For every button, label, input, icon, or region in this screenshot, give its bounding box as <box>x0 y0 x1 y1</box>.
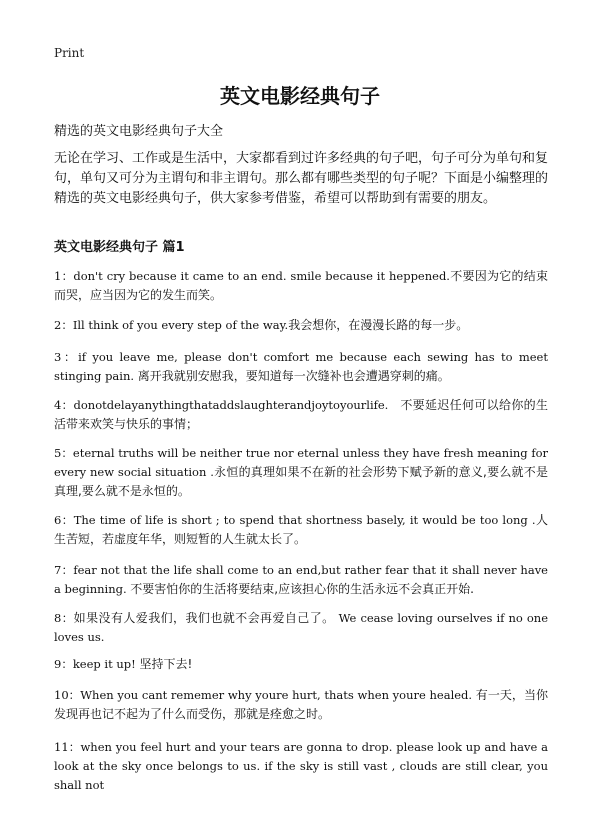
entry-number: 11： <box>54 740 81 754</box>
entry-chinese: 如果没有人爱我们，我们也就不会再爱自己了。 <box>73 611 335 625</box>
entry-chinese: 永恒的真理如果不在新的社会形势下赋予新的意义,要么就不是真理,要么就不是永恒的。 <box>54 465 548 498</box>
entry-english: We cease loving ourselves if no one loves us. <box>54 611 549 644</box>
sentence-entry-2 <box>54 316 548 335</box>
entry-chinese: 我会想你，在漫漫长路的每一步。 <box>288 318 469 332</box>
sentence-entry-7 <box>54 561 548 599</box>
entry-english: eternal truths will be neither true nor eternal unless they have fresh meaning for every new social situation . <box>54 446 548 479</box>
entry-number: 10： <box>54 688 81 702</box>
entry-english: if you leave me, please don't comfort me because each sewing has to meet stinging pain. <box>54 350 548 383</box>
entry-number: 3： <box>54 350 79 364</box>
entry-english: donotdelayanythingthataddslaughterandjoytoyourlife. <box>73 398 389 412</box>
entry-number: 4： <box>54 398 74 412</box>
entry-chinese: 人生苦短，若虚度年华，则短暂的人生就太长了。 <box>54 513 548 546</box>
entry-chinese: 坚持下去! <box>139 657 193 671</box>
intro-paragraph: 无论在学习、工作或是生活中，大家都看到过许多经典的句子吧，句子可分为单句和复句，单句又可分为主谓句和非主谓句。那么都有哪些类型的句子呢？下面是小编整理的精选的英文电影经典句子，供大家参考借鉴，希望可以帮助到有需要的朋友。 <box>54 151 549 206</box>
entry-english: keep it up! <box>72 657 136 671</box>
entry-chinese: 有一天，当你发现再也记不起为了什么而受伤，那就是痊愈之时。 <box>54 688 548 721</box>
sentence-entry-3 <box>54 348 548 386</box>
sentence-entry-11 <box>54 738 548 795</box>
sentence-entry-4 <box>54 396 548 434</box>
sentence-entry-9 <box>54 655 548 674</box>
page-title: 英文电影经典句子 <box>220 84 380 108</box>
entry-chinese: 不要害怕你的生活将要结束,应该担心你的生活永远不会真正开始. <box>130 582 474 596</box>
sentence-entry-6 <box>54 511 548 549</box>
section-heading: 英文电影经典句子 篇1 <box>54 240 185 255</box>
entry-english: Ill think of you every step of the way. <box>72 318 289 332</box>
sentence-entry-10 <box>54 686 548 724</box>
entry-chinese: 不要因为它的结束而哭，应当因为它的发生而笑。 <box>54 269 548 302</box>
entry-number: 5： <box>54 446 73 460</box>
entry-english: when you feel hurt and your tears are gonna to drop. please look up and have a look at the sky once belongs to us. if the sky is still vast , clouds are still clear, you shall not <box>54 740 548 792</box>
entry-english: don't cry because it came to an end. smile because it heppened. <box>73 269 450 283</box>
sentence-entry-5 <box>54 444 548 501</box>
entry-number: 1： <box>54 269 74 283</box>
entry-chinese: 离开我就别安慰我，要知道每一次缝补也会遭遇穿刺的痛。 <box>137 369 450 383</box>
entry-number: 9： <box>54 657 73 671</box>
entry-english: fear not that the life shall come to an end,but rather fear that it shall never have a beginning. <box>54 563 548 596</box>
entry-english: When you cant rememer why youre hurt, thats when youre healed. <box>80 688 473 702</box>
entry-chinese: 不要延迟任何可以给你的生活带来欢笑与快乐的事情； <box>54 398 548 431</box>
entry-number: 2： <box>54 318 73 332</box>
entry-english: The time of life is short ; to spend that shortness basely, it would be too long . <box>73 513 536 527</box>
print-label: Print <box>54 46 85 60</box>
entry-number: 7： <box>54 563 74 577</box>
entry-number: 6： <box>54 513 74 527</box>
sentence-entry-8 <box>54 609 548 647</box>
sentence-entry-1 <box>54 267 548 305</box>
entry-number: 8： <box>54 611 74 625</box>
page-subtitle: 精选的英文电影经典句子大全 <box>54 124 224 139</box>
